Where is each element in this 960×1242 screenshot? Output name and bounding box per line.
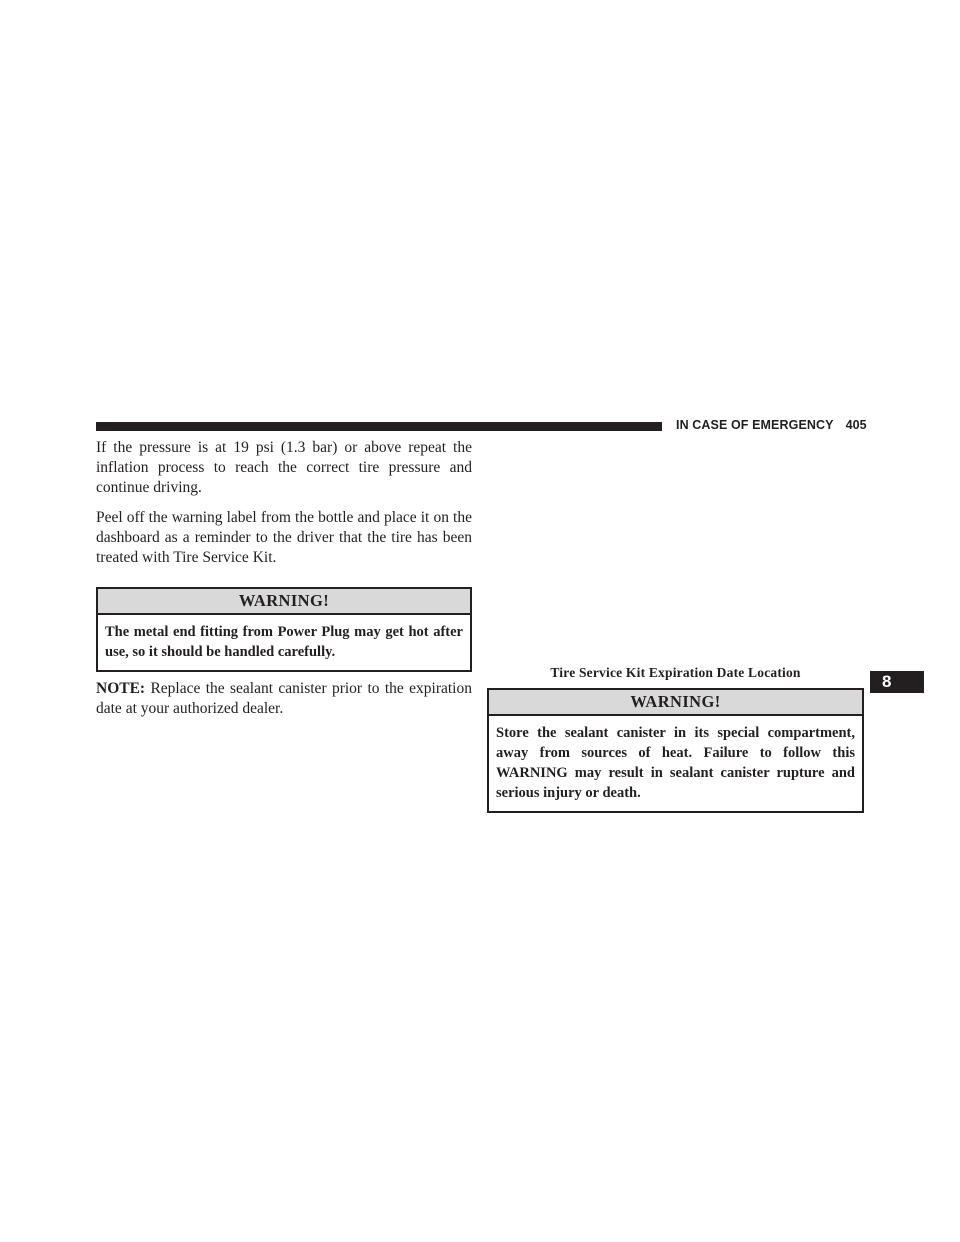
warning-title: WARNING! [489, 690, 862, 716]
image-caption: Tire Service Kit Expiration Date Location [550, 665, 801, 680]
chapter-number: 8 [882, 672, 892, 691]
section-title: IN CASE OF EMERGENCY [676, 418, 834, 432]
warning-box-hot-fitting [96, 587, 472, 672]
page-number: 405 [845, 418, 867, 432]
paragraph-pressure: If the pressure is at 19 psi (1.3 bar) or above repeat the inflation process to reach the correct tire pressure and continue driving. [96, 439, 472, 496]
note-paragraph [96, 679, 472, 719]
running-header [676, 418, 867, 432]
paragraph-warning-label: Peel off the warning label from the bottle and place it on the dashboard as a reminder to the driver that the tire has been treated with Tire Service Kit. [96, 509, 472, 566]
chapter-tab [870, 671, 924, 693]
warning-text: The metal end fitting from Power Plug may get hot after use, so it should be handled carefully. [105, 624, 463, 660]
note-text: Replace the sealant canister prior to the expiration date at your authorized dealer. [96, 680, 472, 717]
warning-text: Store the sealant canister in its special compartment, away from sources of heat. Failure to follow this WARNING may result in sealant canister rupture and serious injury or death. [496, 725, 855, 801]
warning-box-sealant-storage [487, 688, 864, 813]
header-rule [96, 422, 662, 431]
note-label: NOTE: [96, 680, 146, 697]
left-column [96, 438, 472, 719]
warning-title: WARNING! [98, 589, 470, 615]
